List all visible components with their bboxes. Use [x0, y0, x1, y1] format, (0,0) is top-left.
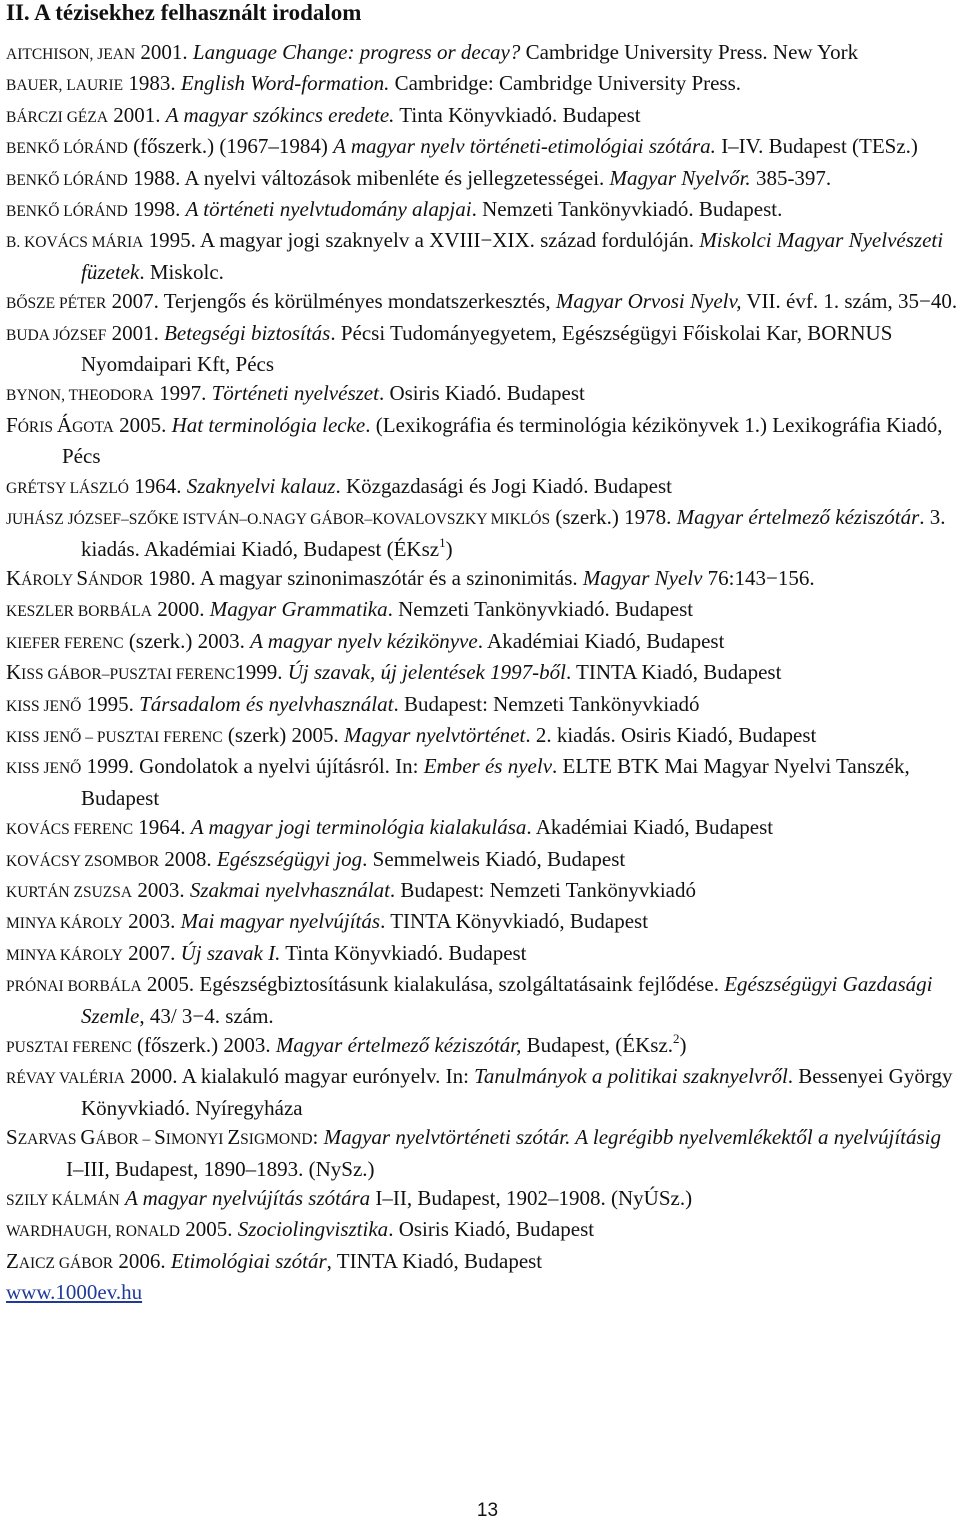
reference-text: 1	[439, 534, 446, 550]
reference-entry	[6, 411, 960, 472]
work-title: Magyar értelmező kéziszótár	[676, 505, 920, 530]
reference-text: , 43/ 3−4. szám.	[139, 1003, 274, 1028]
reference-entry	[6, 472, 960, 503]
reference-text: 1998.	[127, 197, 186, 222]
reference-text: 1988. A nyelvi változások mibenléte és jellegzetességei.	[127, 165, 610, 190]
reference-entry	[6, 1184, 960, 1215]
work-title: Magyar Nyelv	[582, 565, 703, 590]
reference-text: . (Lexikográfia és terminológia kézikönyvek 1.) Lexikográfia Kiadó, Pécs	[62, 412, 943, 469]
section-heading: II. A tézisekhez felhasznált irodalom	[6, 0, 362, 25]
reference-entry	[6, 939, 960, 970]
reference-text: Budapest, (ÉKsz.	[521, 1033, 674, 1057]
work-title: A történeti nyelvtudomány alapjai	[185, 197, 472, 222]
reference-text: Cambridge University Press. New York	[520, 40, 859, 64]
work-title: Miskolci Magyar Nyelvészeti füzetek	[81, 228, 944, 284]
reference-entry	[6, 595, 960, 626]
work-title: A magyar jogi terminológia kialakulása	[190, 815, 527, 840]
reference-text: . Semmelweis Kiadó, Budapest	[362, 846, 626, 871]
work-title: Betegségi biztosítás	[164, 320, 331, 345]
author-name: K	[6, 660, 22, 685]
author-name: KOVÁCSY ZSOMBOR	[6, 852, 160, 870]
reference-text: 2001.	[108, 102, 166, 127]
author-name: F	[6, 412, 18, 437]
work-title: Új szavak I.	[180, 940, 281, 965]
reference-text: (szerk) 2005.	[222, 722, 344, 747]
author-name: BENKŐ LÓRÁND	[6, 140, 128, 158]
reference-text: 385-397.	[750, 165, 832, 190]
reference-text: (szerk.) 2003.	[123, 628, 251, 653]
reference-text: . Budapest: Nemzeti Tankönyvkiadó	[389, 877, 696, 902]
reference-text: :	[312, 1125, 324, 1150]
reference-entry	[6, 1247, 960, 1278]
author-name: RÉVAY VALÉRIA	[6, 1070, 126, 1088]
reference-entry	[6, 970, 960, 1031]
author-name: KURTÁN ZSUZSA	[6, 883, 133, 901]
reference-text: Tinta Könyvkiadó. Budapest	[280, 940, 527, 965]
reference-text: 2005.	[113, 412, 172, 437]
work-title: Magyar nyelvtörténet	[343, 722, 526, 747]
author-name: KOVÁCS FERENC	[6, 821, 134, 839]
work-title: Magyar Orvosi Nyelv,	[555, 289, 742, 314]
reference-text: I–III, Budapest, 1890–1893. (NySz.)	[66, 1156, 375, 1181]
work-title: English Word-formation.	[180, 71, 390, 96]
author-name: K	[6, 565, 22, 590]
reference-entry	[6, 319, 960, 380]
reference-entry	[6, 69, 960, 100]
author-name: GRÉTSY LÁSZLÓ	[6, 479, 129, 497]
author-name: IMONYI	[165, 1131, 228, 1149]
author-name: S	[154, 1125, 166, 1150]
author-name: Z	[227, 1125, 241, 1150]
work-title: Szaknyelvi kalauz	[186, 473, 336, 498]
reference-entry	[6, 907, 960, 938]
author-name: B. KOVÁCS MÁRIA	[6, 234, 144, 252]
work-title: A magyar nyelv történeti-etimológiai szótára.	[333, 134, 716, 159]
reference-text: . Bessenyei György Könyvkiadó. Nyíregyháza	[81, 1064, 953, 1120]
reference-entry	[6, 813, 960, 844]
page-number: 13	[476, 1500, 499, 1521]
author-name: BENKŐ LÓRÁND	[6, 203, 128, 221]
reference-text: (szerk.) 1978.	[550, 505, 677, 530]
reference-text: . ELTE BTK Mai Magyar Nyelvi Tanszék, Budapest	[81, 754, 910, 810]
author-name: KIEFER FERENC	[6, 634, 124, 652]
reference-text: (főszerk.) 2003.	[131, 1033, 276, 1057]
work-title: Magyar értelmező kéziszótár,	[275, 1033, 522, 1057]
author-name: MINYA KÁROLY	[6, 946, 123, 964]
reference-text: . TINTA Könyvkiadó, Budapest	[380, 909, 649, 934]
reference-text: I–II, Budapest, 1902–1908. (NyÚSz.)	[370, 1186, 693, 1211]
reference-text: 2001.	[106, 320, 165, 345]
author-name: BYNON, THEODORA	[6, 387, 154, 405]
work-title: Tanulmányok a politikai szaknyelvről	[474, 1064, 788, 1089]
work-title: Ember és nyelv	[423, 754, 553, 779]
author-name: BÁRCZI GÉZA	[6, 108, 109, 126]
reference-text: 2006.	[113, 1248, 171, 1273]
author-name: KESZLER BORBÁLA	[6, 603, 152, 621]
work-title: A magyar szókincs eredete.	[165, 102, 395, 127]
reference-text: 2003.	[132, 877, 190, 902]
reference-entry	[6, 845, 960, 876]
author-name: BUDA JÓZSEF	[6, 326, 107, 344]
work-title: Szociolingvisztika	[237, 1217, 389, 1242]
reference-text: . Osiris Kiadó, Budapest	[388, 1217, 595, 1242]
work-title: Language Change: progress or decay?	[192, 40, 521, 64]
reference-text: 2001.	[135, 40, 193, 64]
author-name: ÁNDOR	[88, 571, 144, 589]
reference-text: . Osiris Kiadó. Budapest	[378, 381, 585, 406]
reference-text: 2000.	[151, 597, 210, 622]
author-name: KISS JENŐ – PUSZTAI FERENC	[6, 728, 223, 746]
work-title: A magyar nyelvújítás szótára	[124, 1186, 371, 1211]
reference-text: 1964.	[133, 815, 191, 840]
work-title: Történeti nyelvészet	[211, 381, 379, 406]
reference-text: 1997.	[153, 381, 212, 406]
author-name: MINYA KÁROLY	[6, 915, 123, 933]
reference-entry	[6, 690, 960, 721]
author-name: ZARVAS	[17, 1131, 81, 1149]
reference-text: . TINTA Kiadó, Budapest	[565, 660, 782, 685]
author-name: BENKŐ LÓRÁND	[6, 171, 128, 189]
author-name: G	[80, 1125, 96, 1150]
author-name: Á	[56, 412, 73, 437]
reference-text: . Nemzeti Tankönyvkiadó. Budapest	[387, 597, 694, 622]
reference-entry	[6, 876, 960, 907]
reference-entry	[6, 1062, 960, 1123]
work-title: Mai magyar nyelvújítás	[180, 909, 381, 934]
author-name: AITCHISON, JEAN	[6, 46, 136, 63]
author-name: ÓRIS	[17, 418, 57, 436]
reference-text: (főszerk.) (1967–1984)	[127, 134, 334, 159]
reference-entry	[6, 195, 960, 226]
reference-text: 2	[673, 1031, 680, 1046]
reference-text: VII. évf. 1. szám, 35−40.	[741, 289, 958, 314]
reference-text: . 2. kiadás. Osiris Kiadó, Budapest	[525, 722, 817, 747]
reference-text: . Nemzeti Tankönyvkiadó. Budapest.	[471, 197, 783, 222]
reference-text: . Pécsi Tudományegyetem, Egészségügyi Főiskolai Kar, BORNUS Nyomdaipari Kft, Pécs	[81, 320, 893, 377]
reference-text: 2003.	[122, 909, 181, 934]
reference-entry	[6, 503, 960, 564]
reference-text: . Akadémiai Kiadó, Budapest	[477, 628, 725, 653]
reference-text: Cambridge: Cambridge University Press.	[389, 71, 742, 96]
reference-entry	[6, 752, 960, 813]
reference-entry	[6, 627, 960, 658]
reference-entry	[6, 379, 960, 410]
reference-entry	[6, 1031, 960, 1062]
author-name: SIGMOND	[240, 1131, 313, 1149]
reference-text: . Miskolc.	[139, 259, 224, 284]
reference-text: 1995.	[81, 691, 140, 716]
reference-text: 2008.	[159, 846, 217, 871]
reference-text: . Akadémiai Kiadó, Budapest	[526, 815, 774, 840]
author-name: BŐSZE PÉTER	[6, 295, 107, 313]
reference-text: 1983.	[123, 71, 181, 96]
work-title: Egészségügyi Gazdasági Szemle	[81, 972, 933, 1028]
reference-entry	[6, 564, 960, 595]
reference-text: )	[445, 536, 453, 561]
work-title: Egészségügyi jog	[216, 846, 363, 871]
author-name: KISS JENŐ	[6, 697, 82, 715]
reference-text: )	[679, 1033, 687, 1057]
reference-text: 2007.	[122, 940, 181, 965]
reference-text: 76:143−156.	[702, 565, 815, 590]
work-title: Magyar Nyelvőr.	[609, 165, 751, 190]
reference-text: . Közgazdasági és Jogi Kiadó. Budapest	[335, 473, 672, 498]
website-link[interactable]: www.1000ev.hu	[6, 1280, 143, 1305]
reference-entry	[6, 226, 960, 287]
reference-entry	[6, 38, 960, 69]
work-title: Hat terminológia lecke	[171, 412, 366, 437]
author-name: JUHÁSZ JÓZSEF–SZŐKE ISTVÁN–O.NAGY GÁBOR–KOVALOVSZKY MIKLÓS	[6, 511, 551, 529]
work-title: Etimológiai szótár	[170, 1248, 327, 1273]
reference-entry	[6, 287, 960, 318]
reference-text: 2005.	[179, 1217, 238, 1242]
reference-text: 1980. A magyar szinonimaszótár és a szinonimitás.	[143, 565, 583, 590]
bibliography-list	[6, 38, 960, 1308]
author-name: S	[6, 1125, 18, 1150]
reference-entry	[6, 132, 960, 163]
reference-text: . Budapest: Nemzeti Tankönyvkiadó	[393, 691, 700, 716]
reference-text: . 3. kiadás. Akadémiai Kiadó, Budapest (ÉKsz	[81, 505, 946, 561]
reference-entry	[6, 1215, 960, 1246]
reference-entry	[6, 101, 960, 132]
work-title: A magyar nyelv kézikönyve	[250, 628, 478, 653]
author-name: S	[76, 565, 88, 590]
author-name: BAUER, LAURIE	[6, 77, 124, 95]
reference-text: 2005. Egészségbiztosításunk kialakulása, szolgáltatásaink fejlődése.	[141, 972, 725, 997]
reference-text: 2007. Terjengős és körülményes mondatszerkesztés,	[106, 289, 556, 314]
author-name: GOTA	[72, 418, 114, 436]
work-title: Társadalom és nyelvhasználat	[139, 691, 394, 716]
work-title: Szakmai nyelvhasználat	[189, 877, 390, 902]
author-name: ÁROLY	[21, 571, 77, 589]
author-name: KISS JENŐ	[6, 760, 82, 778]
reference-entry	[6, 721, 960, 752]
reference-entry	[6, 164, 960, 195]
author-name: SZILY KÁLMÁN	[6, 1192, 120, 1210]
author-name: PRÓNAI BORBÁLA	[6, 978, 142, 996]
work-title: Új szavak, új jelentések 1997-ből	[287, 660, 566, 685]
work-title: Magyar nyelvtörténeti szótár. A legrégibb nyelvemlékektől a nyelvújításig	[323, 1125, 941, 1150]
author-name: ISS GÁBOR–PUSZTAI FERENC	[21, 666, 236, 684]
reference-text: 1995. A magyar jogi szaknyelv a XVIII−XIX. század fordulóján.	[143, 228, 700, 253]
reference-text: 1964.	[129, 473, 187, 498]
author-name: Z	[6, 1248, 19, 1273]
author-name: WARDHAUGH, RONALD	[6, 1223, 180, 1241]
author-name: PUSZTAI FERENC	[6, 1039, 132, 1056]
reference-text: Tinta Könyvkiadó. Budapest	[394, 102, 641, 127]
reference-entry	[6, 658, 960, 689]
reference-text: 1999.	[235, 660, 288, 685]
reference-text: I–IV. Budapest (TESz.)	[715, 134, 918, 159]
reference-text: 2000. A kialakuló magyar eurónyelv. In:	[125, 1064, 475, 1089]
work-title: Magyar Grammatika	[209, 597, 388, 622]
reference-text: , TINTA Kiadó, Budapest	[326, 1248, 543, 1273]
author-name: AICZ GÁBOR	[18, 1254, 114, 1272]
author-name: ÁBOR –	[95, 1131, 155, 1149]
reference-text: 1999. Gondolatok a nyelvi újításról. In:	[81, 754, 424, 779]
reference-entry	[6, 1123, 960, 1184]
